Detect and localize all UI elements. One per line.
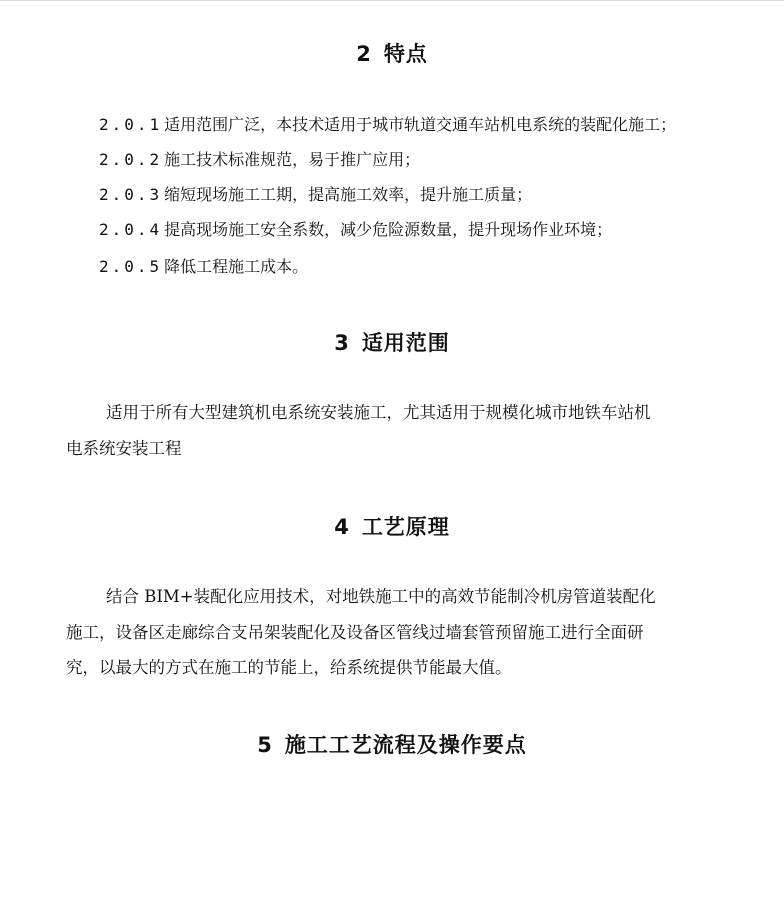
list-item <box>99 219 612 241</box>
item-text: 降低工程施工成本。 <box>164 257 309 276</box>
item-text: 缩短现场施工工期，提高施工效率，提升施工质量； <box>164 185 533 204</box>
item-text: 适用范围广泛，本技术适用于城市轨道交通车站机电系统的装配化施工； <box>164 115 677 134</box>
paragraph-line: 适用于所有大型建筑机电系统安装施工，尤其适用于规模化城市地铁车站机 <box>106 403 651 422</box>
section-heading-3 <box>0 327 784 357</box>
list-item <box>99 184 532 206</box>
item-code: 2.0.4 <box>99 220 163 239</box>
paragraph-line: 电系统安装工程 <box>66 439 182 458</box>
section-title: 适用范围 <box>361 331 450 355</box>
section-heading-2 <box>0 38 784 68</box>
item-text: 提高现场施工安全系数，减少危险源数量，提升现场作业环境； <box>164 220 613 239</box>
section-heading-5 <box>0 729 784 759</box>
page-top-border <box>0 0 784 1</box>
list-item <box>99 114 676 136</box>
paragraph-line: 结合 BIM+装配化应用技术，对地铁施工中的高效节能制冷机房管道装配化 <box>106 587 656 606</box>
section-number: 3 <box>334 331 350 355</box>
list-item <box>99 256 308 278</box>
list-item <box>99 149 420 171</box>
section-heading-4 <box>0 511 784 541</box>
section-title: 工艺原理 <box>361 515 450 539</box>
section-number: 5 <box>257 733 273 757</box>
section-number: 4 <box>334 515 350 539</box>
item-text: 施工技术标准规范，易于推广应用； <box>164 150 421 169</box>
section-title: 施工工艺流程及操作要点 <box>284 733 527 757</box>
section-number: 2 <box>356 42 372 66</box>
item-code: 2.0.1 <box>99 115 163 134</box>
paragraph-line: 究，以最大的方式在施工的节能上，给系统提供节能最大值。 <box>66 658 512 677</box>
item-code: 2.0.3 <box>99 185 163 204</box>
section-title: 特点 <box>383 42 428 66</box>
paragraph-line: 施工，设备区走廊综合支吊架装配化及设备区管线过墙套管预留施工进行全面研 <box>66 623 644 642</box>
item-code: 2.0.5 <box>99 257 163 276</box>
item-code: 2.0.2 <box>99 150 163 169</box>
